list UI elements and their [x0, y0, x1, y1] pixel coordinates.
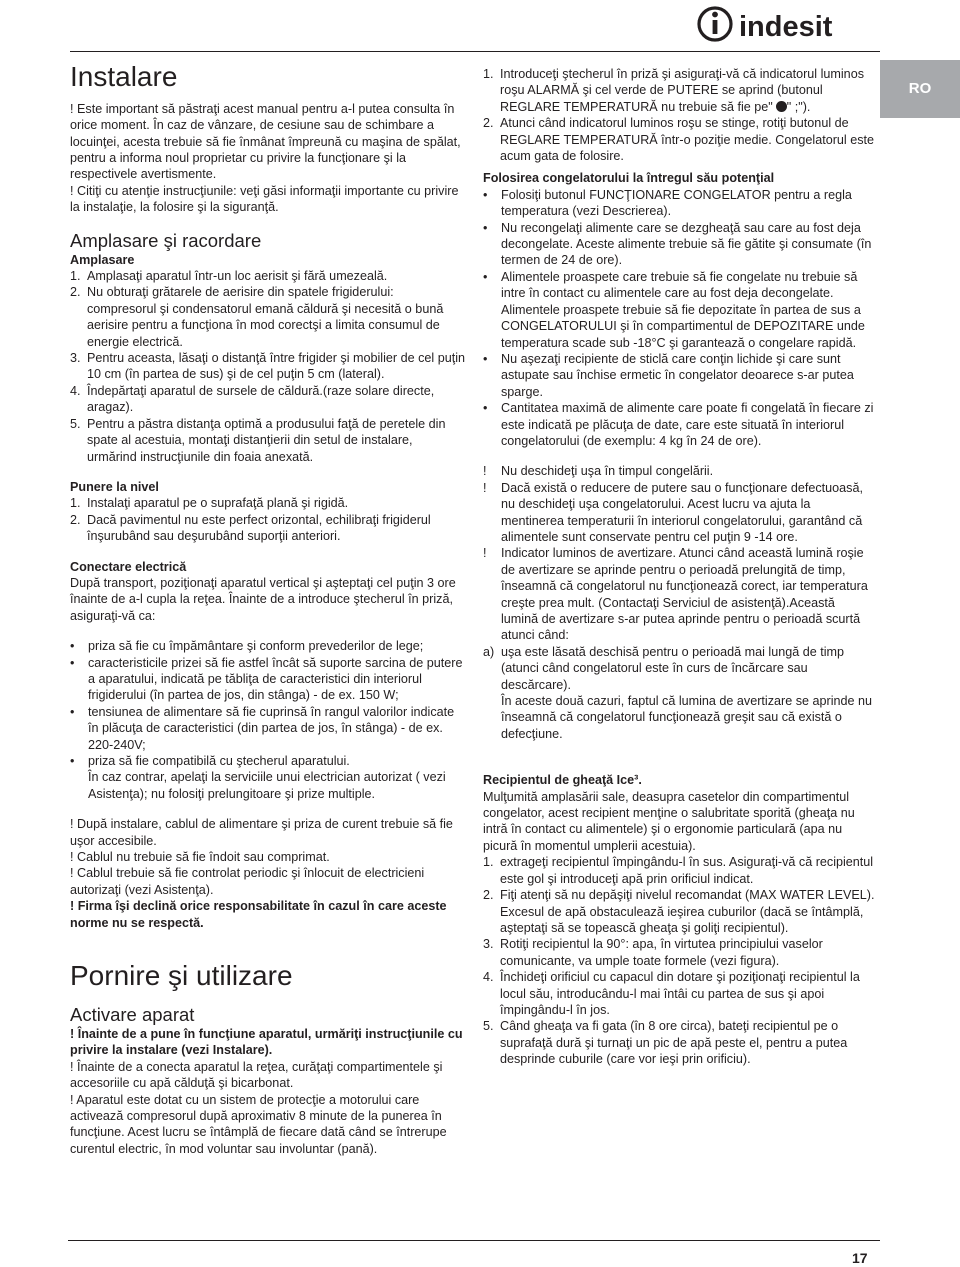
list-item: 1. Amplasaţi aparatul într-un loc aerisit şi fără umezeală. — [70, 269, 388, 284]
bullet-item: • Cantitatea maximă de alimente care poate fi congelată în fiecare zi este indicată pe plăcuţa de date, care este situată în interiorul congelatorului (de exemplu: 4 kg în 24 de ore). — [483, 401, 874, 448]
footer-rule — [68, 1240, 880, 1241]
warning-item: ! Indicator luminos de avertizare. Atunci când această lumină roşie de avertizare se aprinde pentru o perioadă prelungită de timp, înseamnă că congelatorul nu funcţionează corect, iar temperatura creşte prea mult. (Contactaţi Serviciul de asistenţă).Această lumină de avertizare s-ar putea aprinde pentru o perioadă scurtă atunci când: — [483, 546, 868, 643]
warnings-list — [483, 463, 875, 742]
activare-bold-note: ! Înainte de a pune în funcţiune aparatul, urmăriţi instrucţiunile cu privire la instalare (vezi Instalare). — [70, 1026, 463, 1058]
subheading-conectare-electrica: Conectare electrică — [70, 559, 187, 574]
warning-note: ! Cablul nu trebuie să fie îndoit sau comprimat. — [70, 850, 330, 865]
section-title-instalare: Instalare — [70, 61, 178, 92]
ice-list — [483, 854, 875, 1067]
list-item: 3. Rotiţi recipientul la 90°: apa, în virtutea principiului vaselor comunicante, va umple toate formele (vezi figura). — [483, 937, 823, 968]
bullet-item: • Nu aşezaţi recipiente de sticlă care conţin lichide şi care sunt astupate sau închise ermetic în congelator deoarece s-ar putea sparge. — [483, 351, 854, 399]
warning-note-bold: ! Firma îşi declină orice responsabilitate în cazul în care aceste norme nu se respectă. — [70, 899, 447, 930]
ice-intro: Mulţumită amplasării sale, deasupra casetelor din compartimentul congelator, acest recipient menţine o salubritate sporită (gheaţa nu intră în contact cu alimentele) şi o ergonomie particulară (apa nu picură în momentul umplerii acestuia). — [483, 789, 855, 853]
amplasare-list — [70, 268, 465, 465]
subheading-recipient-gheata: Recipientul de gheaţă Ice³. — [483, 773, 642, 788]
conectare-intro: După transport, poziţionaţi aparatul vertical şi aşteptaţi cel puţin 3 ore înainte de a-l cupla la reţea. Înainte de a introduce ştecherul în priză, asiguraţi-vă ca: — [70, 575, 456, 623]
activare-note: ! Aparatul este dotat cu un sistem de protecţie a motorului care activează compresorul după aproximativ 8 minute de la punerea în funcţiune. Acest lucru se întâmplă de fiecare dată când se întrerupe curentul electric, în mod voluntar sau involuntar (pană). — [70, 1092, 447, 1156]
bullet-item: • tensiunea de alimentare să fie cuprinsă în rangul valorilor indicate în plăcuţa de caracteristici (din partea de jos, în stânga) - de ex. 220-240V; — [70, 704, 455, 752]
warning-item-a: a) uşa este lăsată deschisă pentru o perioadă mai lungă de timp (atunci când congelatorul este în curs de încărcare sau descărcare). — [483, 644, 845, 692]
list-item: 2. Fiţi atenţi să nu depăşiţi nivelul recomandat (MAX WATER LEVEL). Excesul de apă obstaculează ieşirea cuburilor (dacă se întâmplă, aşteptaţi să se topească gheaţa şi goliţi recipientul). — [483, 888, 875, 935]
indesit-logo — [695, 4, 880, 44]
subheading-punere-nivel: Punere la nivel — [70, 479, 159, 494]
left-column — [70, 60, 465, 1157]
subheading-amplasare: Amplasare — [70, 252, 135, 267]
right-column — [483, 66, 875, 1068]
list-item: 2. Nu obturaţi grătarele de aerisire din spatele frigiderului: compresorul şi condensatorul emană căldură şi necesită o bună aerisire pentru a funcţiona în mod corectşi a limita consumul de energie electrică. — [70, 285, 444, 349]
warning-after: În aceste două cazuri, faptul că lumina de avertizare se aprinde nu înseamnă că congelatorul funcţionează greşit sau că există o defecţiune. — [501, 694, 873, 741]
subheading-folosire-congelator: Folosirea congelatorului la întregul său potenţial — [483, 171, 775, 186]
bullet-item: • caracteristicile prizei să fie astfel încât să suporte sarcina de putere a aparatului, indicată pe tăbliţa de caracteristici din interiorul frigiderului (în partea de jos, din stânga) - de ex. 150 W; — [70, 655, 463, 703]
start-list — [483, 66, 875, 164]
bullet-item: • Alimentele proaspete care trebuie să fie congelate nu trebuie să intre în contact cu alimentele care au fost deja decongelate. Alimentele proaspete trebuie să fie depozitate în partea de sus a CONGELATORULUI şi în compartimentul de DEPOZITARE unde temperatura scade sub -18°C şi garantează o congelare rapidă. — [483, 269, 865, 350]
heading-amplasare-racordare: Amplasare şi racordare — [70, 229, 262, 251]
list-item: 4. Închideţi orificiul cu capacul din dotare şi poziţionaţi recipientul la locul său, introducându-l mai întâi cu partea de sus şi apoi împingându-l în jos. — [483, 970, 860, 1017]
bullet-item: • priza să fie compatibilă cu ştecherul aparatului. — [70, 754, 350, 769]
congelator-bullets — [483, 187, 875, 450]
warning-item: ! Nu deschideţi uşa în timpul congelării. — [483, 464, 714, 479]
bullet-item: • Nu recongelaţi alimente care se dezgheaţă sau care au fost deja decongelate. Aceste alimente trebuie să fie gătite şi consumate (în termen de 24 de ore). — [483, 220, 872, 268]
nivel-list — [70, 495, 465, 544]
list-item: 3. Pentru aceasta, lăsaţi o distanţă între frigider şi mobilier de cel puţin 10 cm (în partea de sus) şi de cel puţin 5 cm (lateral). — [70, 351, 466, 382]
intro-paragraph: ! Citiţi cu atenţie instrucţiunile: veţi găsi informaţii importante cu privire la instalaţie, la folosire şi la siguranţă. — [70, 183, 459, 215]
list-item: 2. Dacă pavimentul nu este perfect orizontal, echilibraţi frigiderul înşurubând sau deşurubând suporţii anteriori. — [70, 512, 431, 544]
warning-item: ! Dacă există o reducere de putere sau o funcţionare defectuoasă, nu deschideţi uşa congelatorului. Acest lucru va ajuta la mentinerea temperaturii în interiorul congelatorului, garantând că alimentele sunt conservate pentru cel puţin 9 -14 ore. — [483, 480, 863, 544]
language-tab: RO — [880, 60, 960, 118]
list-item: 2. Atunci când indicatorul luminos roşu se stinge, rotiţi butonul de REGLARE TEMPERATURĂ într-o poziţie medie. Congelatorul este acum gata de folosire. — [483, 116, 874, 164]
brand-wordmark: indesit — [739, 11, 833, 43]
heading-activare-aparat: Activare aparat — [70, 1003, 195, 1025]
conectare-bullets — [70, 638, 465, 802]
section-title-pornire: Pornire şi utilizare — [70, 960, 293, 992]
list-item: 1. extrageţi recipientul împingându-l în sus. Asiguraţi-vă că recipientul este gol şi introduceţi apă prin orificiul indicat. — [483, 855, 874, 886]
bullet-item: • Folosiţi butonul FUNCŢIONARE CONGELATOR pentru a regla temperatura (vezi Descrierea). — [483, 187, 852, 219]
list-item: 5. Pentru a păstra distanţa optimă a produsului faţă de peretele din spate al acestuia, montaţi distanţierii din setul de instalare, urmărind instrucţiunile din foaia anexată. — [70, 416, 446, 464]
list-item: 5. Când gheaţa va fi gata (în 8 ore circa), bateţi recipientul pe o suprafaţă dură şi turnaţi un pic de apă peste el, pentru a putea desprinde cuburile (care vor ieşi prin orificiu). — [483, 1019, 848, 1067]
intro-paragraph: ! Este important să păstraţi acest manual pentru a-l putea consulta în orice moment. În caz de vânzare, de cesiune sau de schimbare a locuinţei, acesta trebuie să fie înmânat împreună cu maşina de spălat, pentru a informa noul proprietar cu privire la funcţionare şi la respectivele avertismente. — [70, 101, 461, 182]
activare-note: ! Înainte de a conecta aparatul la reţea, curăţaţi compartimentele şi accesoriile cu apă călduţă şi bicarbonat. — [70, 1059, 443, 1091]
header-rule — [70, 51, 880, 52]
conectare-after: În caz contrar, apelaţi la serviciile unui electrician autorizat ( vezi Asistenţa); nu folosiţi prelungitoare şi prize multiple. — [88, 770, 446, 801]
warning-note: ! Cablul trebuie să fie controlat periodic şi înlocuit de electricieni autorizaţi (vezi Asistenţa). — [70, 866, 425, 897]
list-item: 1. Introduceţi ştecherul în priză şi asiguraţi-vă că indicatorul luminos roşu ALARMĂ şi cel verde de PUTERE se aprind (butonul REGLARE TEMPERATURĂ nu trebuie să fie pe" " ;"). — [483, 67, 864, 114]
list-item: 4. Îndepărtaţi aparatul de sursele de căldură.(raze solare directe, aragaz). — [70, 383, 435, 415]
bullet-item: • priza să fie cu împământare şi conform prevederilor de lege; — [70, 639, 424, 654]
power-indicator-dot-icon — [776, 101, 787, 112]
page-number: 17 — [852, 1250, 868, 1266]
warning-note: ! După instalare, cablul de alimentare şi priza de curent trebuie să fie uşor accesibile. — [70, 817, 453, 848]
list-item: 1. Instalaţi aparatul pe o suprafaţă plană şi rigidă. — [70, 496, 349, 511]
